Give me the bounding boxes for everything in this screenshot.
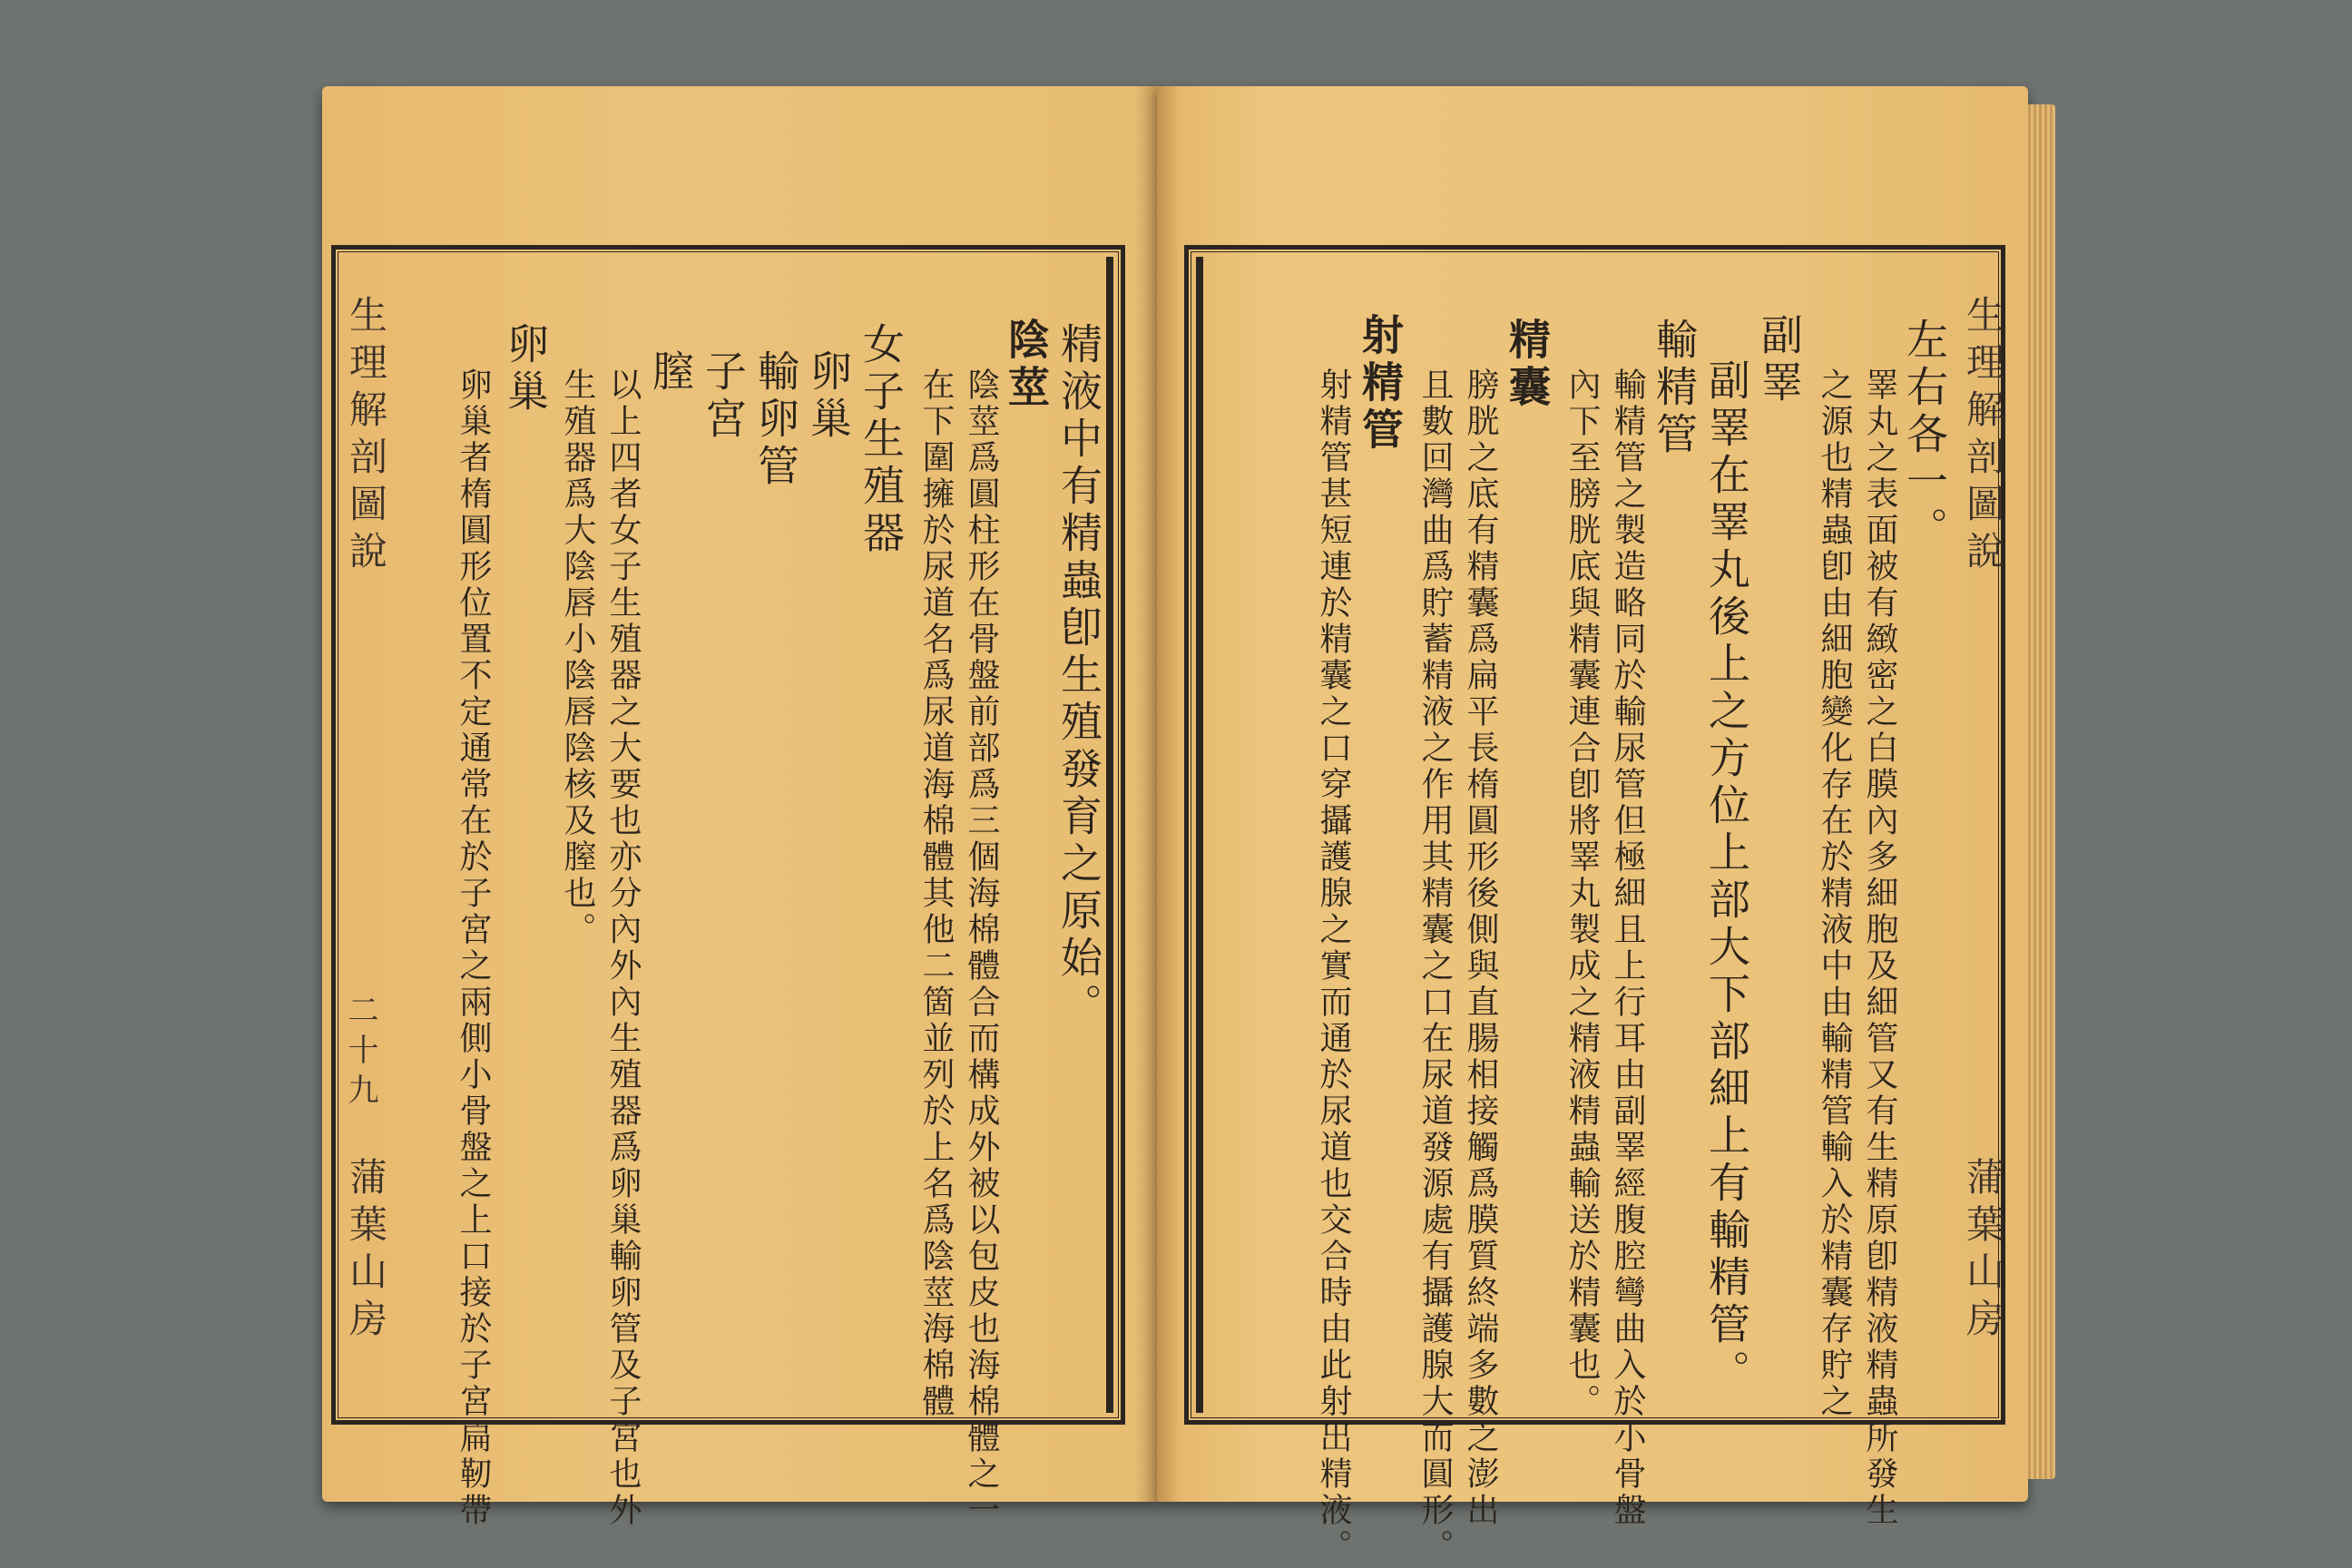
text-column: 睪丸之表面被有緻密之白膜內多細胞及細管又有生精原卽精液精蟲所發生 bbox=[1861, 368, 1898, 1529]
text-column: 生殖器爲大陰唇小陰唇陰核及膣也。 bbox=[559, 368, 596, 948]
section-heading: 輸精管 bbox=[1650, 318, 1699, 459]
text-column: 內下至膀胱底與精囊連合卽將睪丸製成之精液精蟲輸送於精囊也。 bbox=[1563, 368, 1601, 1420]
section-heading: 女子生殖器 bbox=[857, 322, 906, 558]
page-edges bbox=[2028, 104, 2055, 1479]
left-publisher: 蒲葉山房 bbox=[344, 1157, 388, 1346]
text-column: 且數回灣曲爲貯蓄精液之作用其精囊之口在尿道發源處有攝護腺大而圓形。 bbox=[1416, 368, 1454, 1565]
subheading: 子宮 bbox=[699, 349, 748, 444]
right-publisher: 蒲葉山房 bbox=[1961, 1157, 2005, 1346]
text-column: 輸精管之製造略同於輸尿管但極細且上行耳由副睪經腹腔彎曲入於小骨盤 bbox=[1609, 368, 1646, 1529]
right-margin-title: 生理解剖圖說 bbox=[1961, 295, 2005, 578]
text-column: 在下圍擁於尿道名爲尿道海棉體其他二箇並列於上名爲陰莖海棉體 bbox=[917, 368, 955, 1420]
text-column: 以上四者女子生殖器之大要也亦分內外內生殖器爲卵巢輸卵管及子宮也外 bbox=[604, 368, 642, 1529]
text-column: 卵巢者楕圓形位置不定通常在於子宮之兩側小骨盤之上口接於子宮扁靭帶 bbox=[455, 368, 492, 1529]
subheading: 膣 bbox=[646, 349, 695, 397]
section-heading: 陰莖 bbox=[1002, 318, 1051, 412]
section-heading: 射精管 bbox=[1356, 313, 1405, 455]
text-column: 副睪在睪丸後上之方位上部大下部細上有輸精管。 bbox=[1702, 358, 1751, 1396]
text-column: 陰莖爲圓柱形在骨盤前部爲三個海棉體合而構成外被以包皮也海棉體之一 bbox=[963, 368, 1000, 1529]
text-column: 射精管甚短連於精囊之口穿攝護腺之實而通於尿道也交合時由此射出精液。 bbox=[1315, 368, 1352, 1565]
subheading: 卵巢 bbox=[804, 349, 853, 444]
subheading: 輸卵管 bbox=[751, 349, 800, 491]
left-margin-title: 生理解剖圖說 bbox=[344, 295, 388, 578]
open-book bbox=[322, 86, 2046, 1565]
left-page-number: 二十九 bbox=[342, 994, 378, 1113]
text-column: 左右各一。 bbox=[1900, 318, 1949, 554]
section-heading: 副睪 bbox=[1755, 313, 1804, 407]
book-gutter bbox=[1134, 86, 1180, 1502]
subheading: 卵巢 bbox=[501, 322, 550, 416]
text-column: 之源也精蟲卽由細胞變化存在於精液中由輸精管輸入於精囊存貯之 bbox=[1816, 368, 1853, 1420]
section-heading: 精囊 bbox=[1503, 318, 1552, 412]
text-column: 膀胱之底有精囊爲扁平長楕圓形後側與直腸相接觸爲膜質終端多數之澎出 bbox=[1462, 368, 1499, 1529]
text-column: 精液中有精蟲卽生殖發育之原始。 bbox=[1054, 322, 1103, 1030]
